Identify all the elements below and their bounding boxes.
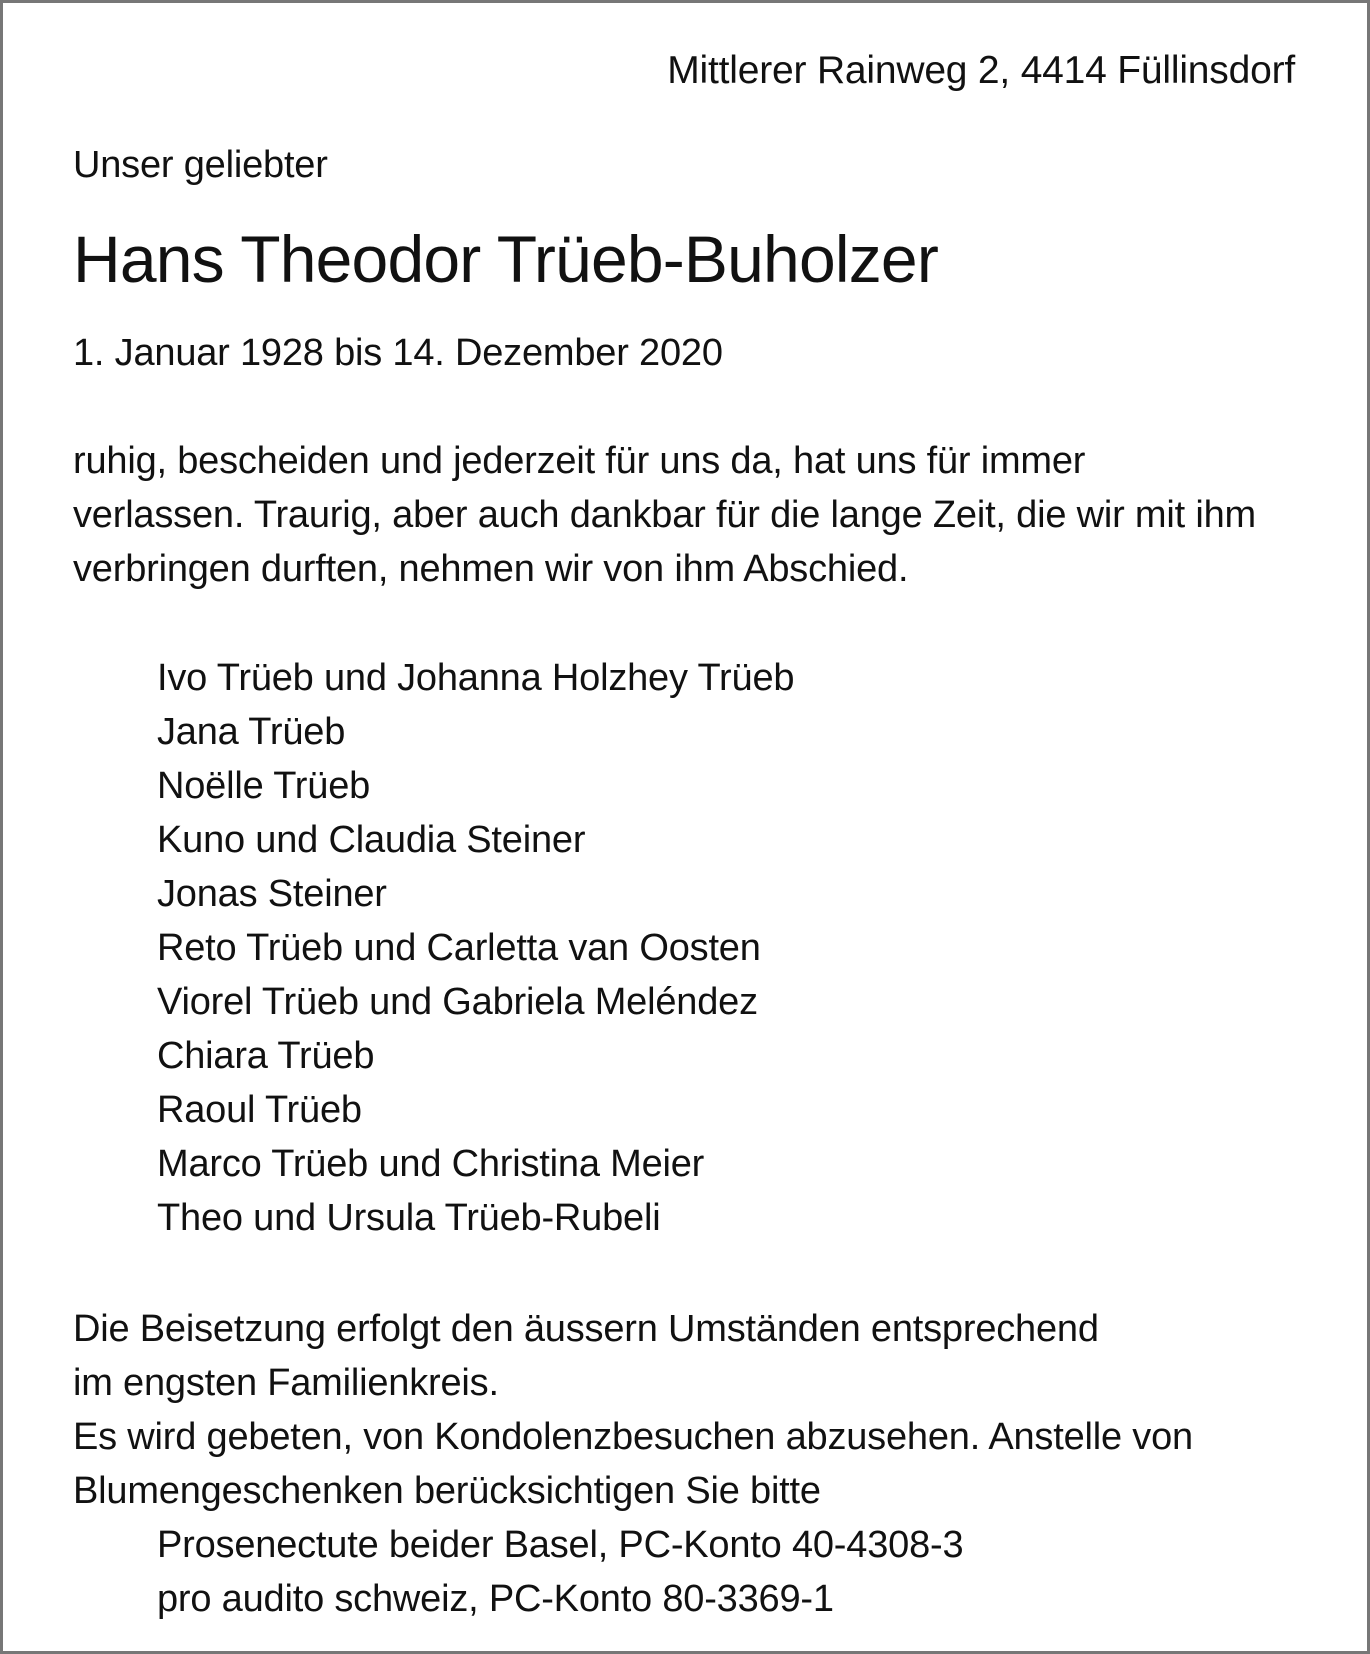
mourner-entry: Viorel Trüeb und Gabriela Meléndez bbox=[157, 981, 758, 1023]
mourner-entry: Ivo Trüeb und Johanna Holzhey Trüeb bbox=[157, 657, 795, 699]
burial-information bbox=[73, 1302, 1193, 1518]
family-address: Mittlerer Rainweg 2, 4414 Füllinsdorf bbox=[667, 49, 1295, 92]
farewell-message bbox=[73, 434, 1313, 596]
message-line: ruhig, bescheiden und jederzeit für uns da, hat uns für immer bbox=[73, 440, 1086, 482]
mourner-entry: Kuno und Claudia Steiner bbox=[157, 819, 586, 861]
burial-line: Die Beisetzung erfolgt den äussern Umständen entsprechend bbox=[73, 1308, 1099, 1350]
donation-account: pro audito schweiz, PC-Konto 80-3369-1 bbox=[157, 1578, 834, 1620]
mourner-entry: Marco Trüeb und Christina Meier bbox=[157, 1143, 705, 1185]
message-line: verlassen. Traurig, aber auch dankbar für die lange Zeit, die wir mit ihm bbox=[73, 494, 1256, 536]
deceased-name: Hans Theodor Trüeb-Buholzer bbox=[73, 222, 939, 296]
burial-line: Blumengeschenken berücksichtigen Sie bitte bbox=[73, 1470, 821, 1512]
mourner-entry: Reto Trüeb und Carletta van Oosten bbox=[157, 927, 761, 969]
mourners-list bbox=[157, 651, 794, 1245]
message-line: verbringen durften, nehmen wir von ihm Abschied. bbox=[73, 548, 909, 590]
mourner-entry: Chiara Trüeb bbox=[157, 1035, 375, 1077]
donation-account: Prosenectute beider Basel, PC-Konto 40-4308-3 bbox=[157, 1524, 964, 1566]
burial-line: Es wird gebeten, von Kondolenzbesuchen abzusehen. Anstelle von bbox=[73, 1416, 1193, 1458]
mourner-entry: Theo und Ursula Trüeb-Rubeli bbox=[157, 1197, 661, 1239]
mourner-entry: Raoul Trüeb bbox=[157, 1089, 362, 1131]
intro-text: Unser geliebter bbox=[73, 144, 328, 186]
mourner-entry: Noëlle Trüeb bbox=[157, 765, 371, 807]
donation-accounts bbox=[157, 1518, 963, 1626]
burial-line: im engsten Familienkreis. bbox=[73, 1362, 499, 1404]
life-dates: 1. Januar 1928 bis 14. Dezember 2020 bbox=[73, 332, 723, 374]
mourner-entry: Jonas Steiner bbox=[157, 873, 387, 915]
mourner-entry: Jana Trüeb bbox=[157, 711, 346, 753]
